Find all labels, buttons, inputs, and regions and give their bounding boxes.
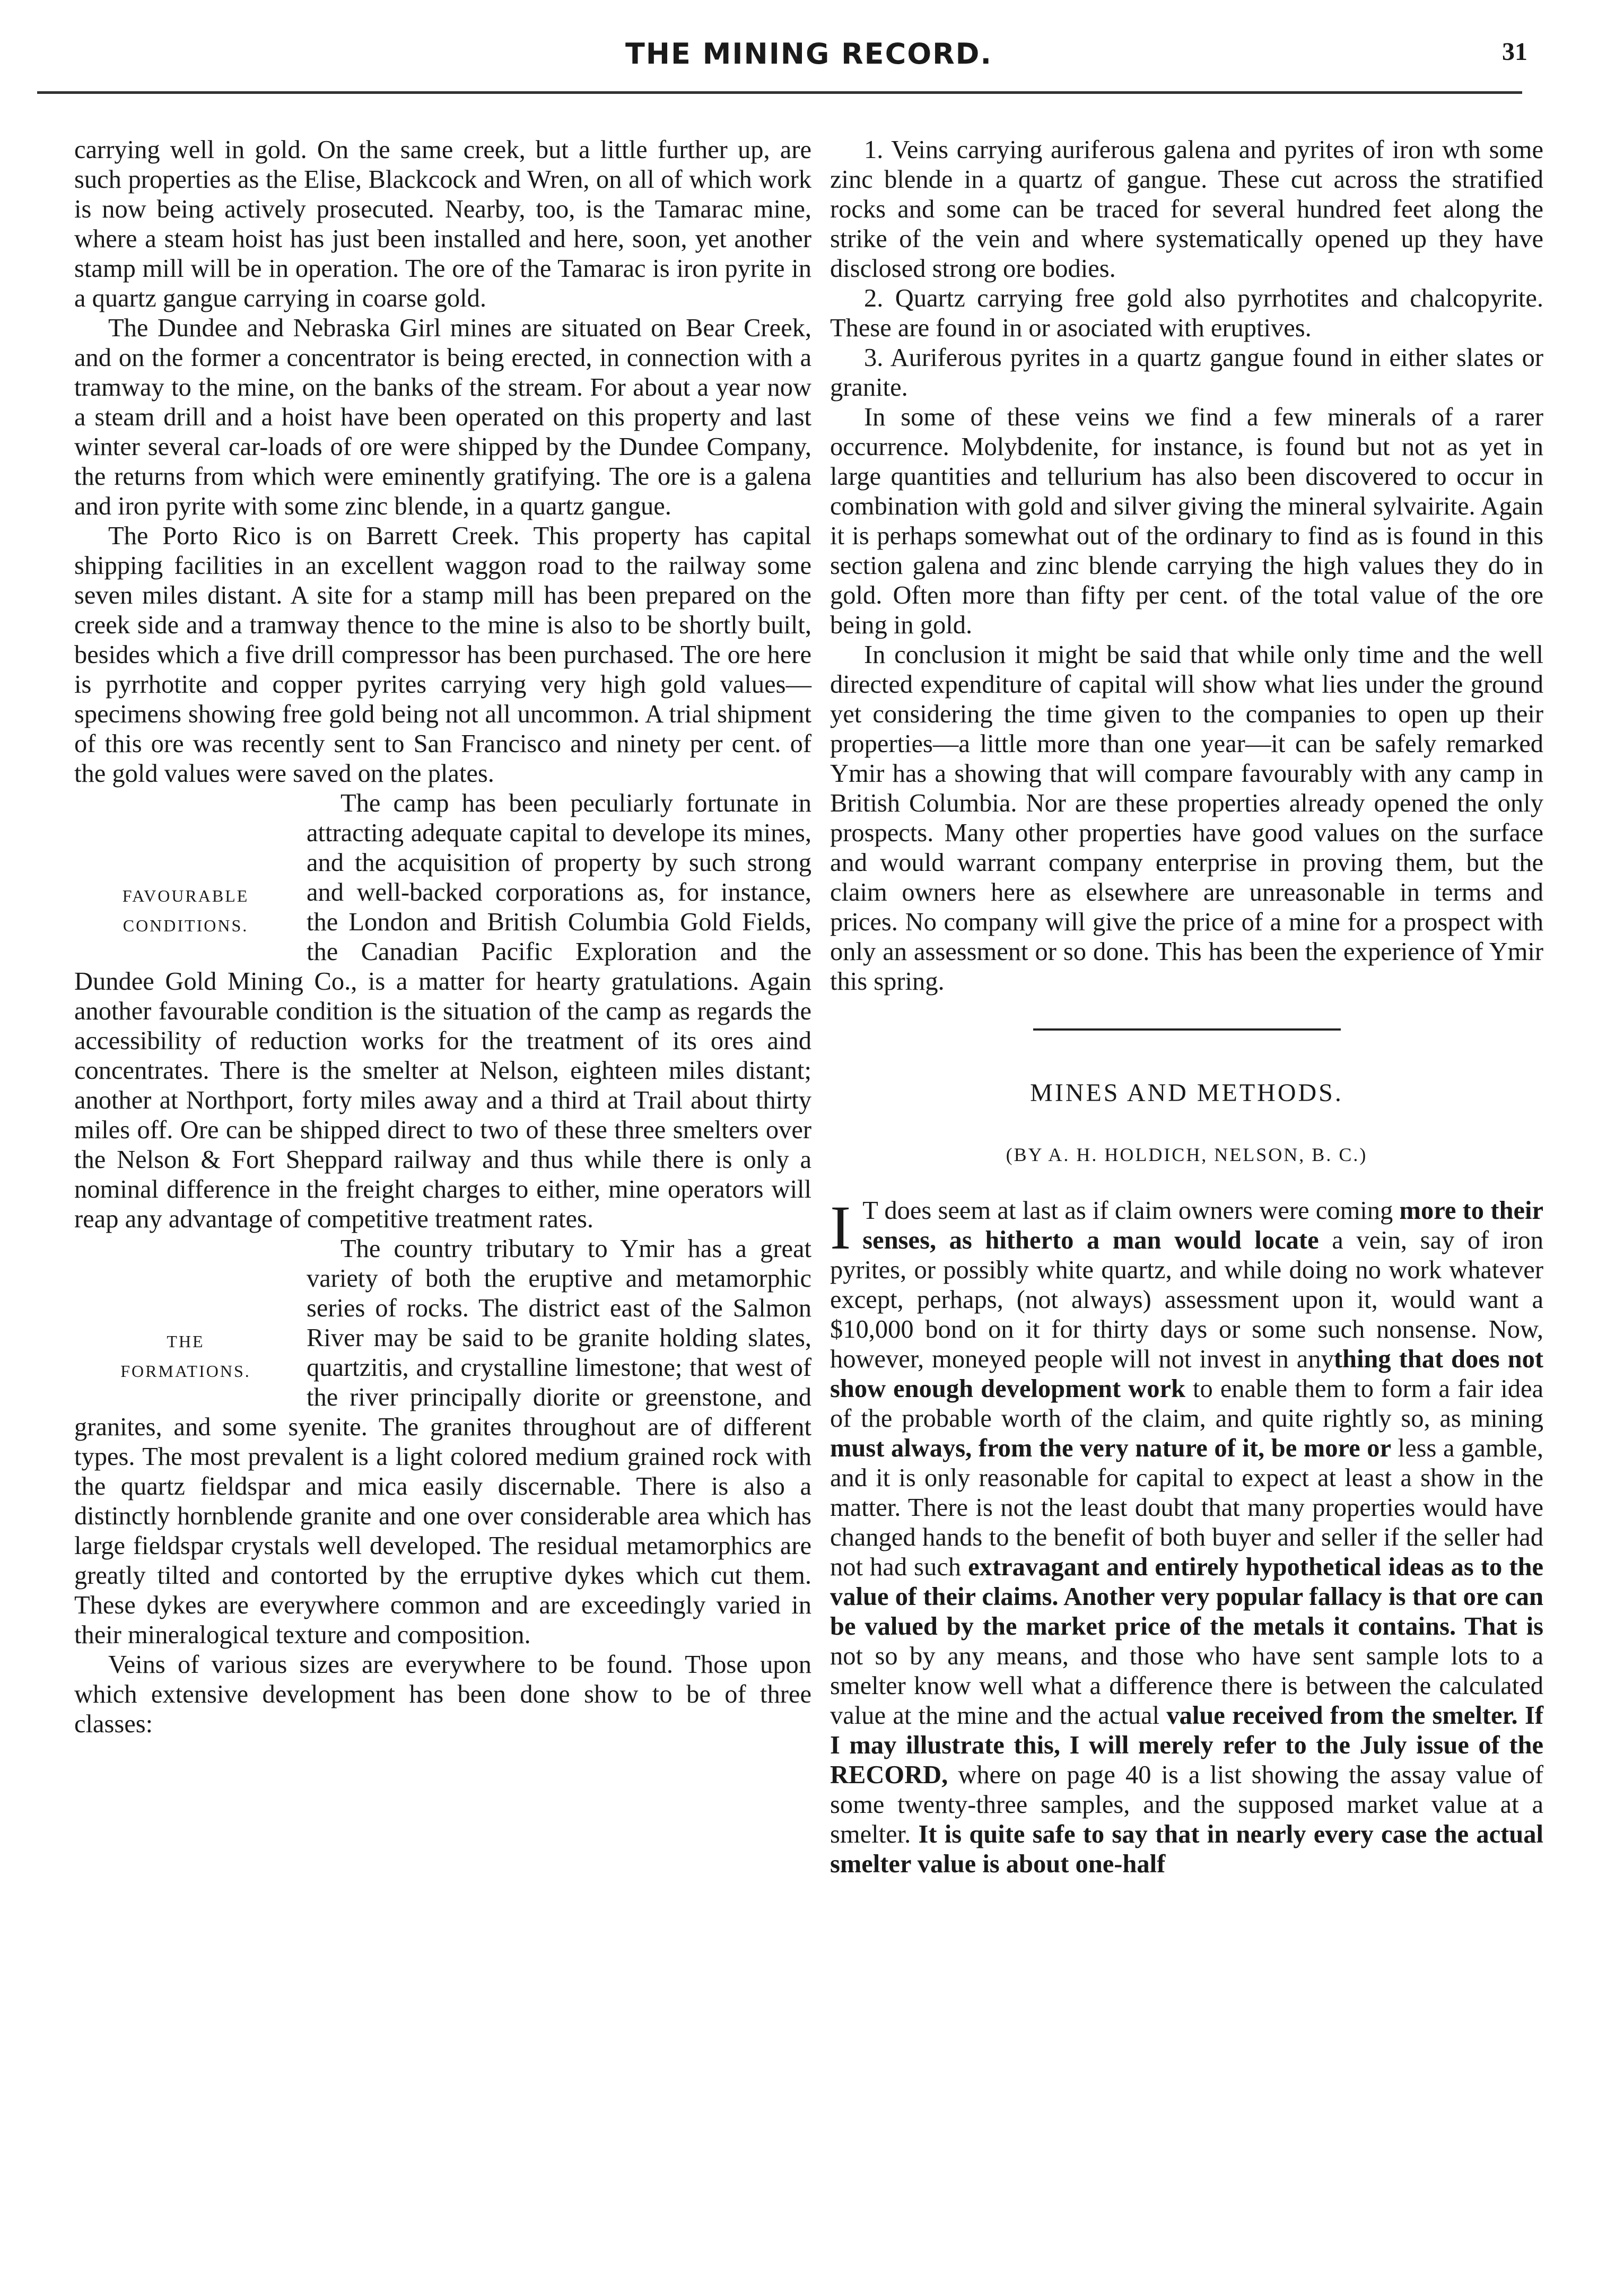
text-run: to enable them to form a fair idea of the probable worth of the claim, and quite rightly so, as mining xyxy=(830,1375,1544,1433)
paragraph: In some of these veins we find a few minerals of a rarer occurrence. Molybdenite, for instance, is found but not as yet in large quantities and tellurium has also been discovered to occur in combination with gold and silver giving the mineral sylvairite. Again it is perhaps somewhat out of the ordinary to find as is found in this section galena and zinc blende carrying the high values they do in gold. Often more than fifty per cent. of the total value of the ore being in gold. xyxy=(830,403,1543,639)
paragraph-with-sidenote xyxy=(74,1234,811,1650)
paragraph: carrying well in gold. On the same creek, but a little further up, are such properties as the Elise, Blackcock and Wren, on all of which work is now being actively prosecuted. Nearby, too, is the Tamarac mine, where a steam hoist has just been installed and here, soon, yet another stamp mill will be in operation. The ore of the Tamarac is iron pyrite in a quartz gangue carrying in coarse gold. xyxy=(74,136,811,312)
text-run-bold: value received from the smelter. If I may illustrate this, I will merely refer to the July issue of the RECORD, xyxy=(830,1702,1543,1789)
drop-cap: I xyxy=(830,1193,851,1262)
article-paragraph xyxy=(830,1193,1544,1879)
section-title: MINES AND METHODS. xyxy=(1030,1079,1343,1107)
paragraph: In conclusion it might be said that while only time and the well directed expenditure of capital will show what lies under the ground yet considering the time given to the companies to open up their properties—a little more than one year—it can be safely remarked Ymir has a showing that will compare favourably with any camp in British Columbia. Nor are these properties already opened the only prospects. Many other properties have good values on the surface and would warrant company enterprise in proving them, but the claim owners here as elsewhere are unreasonable in terms and prices. No company will give the price of a mine for a prospect with only an assessment or so done. This has been the experience of Ymir this spring. xyxy=(830,641,1543,996)
paragraph: The camp has been peculiarly fortunate in attracting adequate capital to develope its mines, and the acquisition of property by such strong and well-backed corporations as, for instance, the London and British Columbia Gold Fields, the Canadian Pacific Exploration and the Dundee Gold Mining Co., is a matter for hearty gratulations. Again another favourable condition is the situation of the camp as regards the accessibility of reduction works for the treatment of its ores aind concentrates. There is the smelter at Nelson, eighteen miles distant; another at Northport, forty miles away and a third at Trail about thirty miles off. Ore can be shipped direct to two of these three smelters over the Nelson & Fort Sheppard railway and thus while there is only a nominal difference in the freight charges to either, mine operators will reap any advantage of competitive treatment rates. xyxy=(74,789,811,1233)
paragraph: The Dundee and Nebraska Girl mines are situated on Bear Creek, and on the former a concentrator is being erected, in connection with a tramway to the mine, on the banks of the stream. For about a year now a steam drill and a hoist have been operated on this property and last winter several car-loads of ore were shipped by the Dundee Company, the returns from which were eminently gratifying. The ore is a galena and iron pyrite with some zinc blende, in a quartz gangue. xyxy=(74,314,811,520)
header-rule xyxy=(37,91,1522,94)
list-item: 1. Veins carrying auriferous galena and pyrites of iron wth some zinc blende in a quartz of gangue. These cut across the stratified rocks and some can be traced for several hundred feet along the strike of the vein and where systematically opened up they have disclosed strong ore bodies. xyxy=(830,136,1543,283)
list-item: 3. Auriferous pyrites in a quartz gangue found in either slates or granite. xyxy=(830,344,1543,402)
sidenote-line: FAVOURABLE xyxy=(122,886,249,905)
journal-title: THE MINING RECORD. xyxy=(625,37,993,71)
text-run: a vein, say of iron pyrites, or possibly white quartz, and while doing no work whatever except, perhaps, (not always) assessment upon it, would want a $10,000 bond on it for thirty days or some such nonsense. Now, however, moneyed people will not invest in any xyxy=(830,1226,1543,1373)
text-run-bold: more to their senses, as hitherto a man would locate xyxy=(862,1197,1543,1254)
text-run: less a gamble, and it is only reasonable for capital to expect at least a show in the matter. There is not the least doubt that many properties would have changed hands to the benefit of both buyer and seller if the seller had not had such xyxy=(830,1434,1544,1581)
section-divider xyxy=(1033,1028,1341,1031)
paragraph-with-sidenote xyxy=(74,789,811,1234)
left-column xyxy=(74,135,811,1739)
sidenote-line: CONDITIONS. xyxy=(123,916,249,935)
list-item: 2. Quartz carrying free gold also pyrrhotites and chalcopyrite. These are found in or asociated with eruptives. xyxy=(830,284,1543,342)
text-run-bold: thing that does not show enough development work xyxy=(830,1345,1543,1403)
page-number: 31 xyxy=(1502,38,1527,66)
paragraph: Veins of various sizes are everywhere to be found. Those upon which extensive development has been done show to be of three classes: xyxy=(74,1651,811,1738)
text-run-bold: extravagant and entirely hypothetical ideas as to the value of their claims. Another very popular fallacy is that ore can be valued by the market price of the metals it contains. That is xyxy=(830,1553,1543,1641)
text-run-bold: It is quite safe to say that in nearly every case the actual smelter value is about one-half xyxy=(830,1820,1543,1878)
page-header xyxy=(32,37,1586,80)
text-run: not so by any means, and those who have sent sample lots to a smelter know well what a difference there is between the calculated value at the mine and the actual xyxy=(830,1642,1543,1730)
paragraph: The country tributary to Ymir has a great variety of both the eruptive and metamorphic series of rocks. The district east of the Salmon River may be said to be granite holding slates, quartzitis, and crystalline limestone; that west of the river principally diorite or greenstone, and granites, and some syenite. The granites throughout are of different types. The most prevalent is a light colored medium grained rock with the quartz fieldspar and mica easily discernable. There is also a distinctly hornblende granite and one over considerable area which has large fieldspar crystals well developed. The residual metamorphics are greatly tilted and contorted by the erruptive dykes which cut them. These dykes are everywhere common and are exceedingly varied in their mineralogical texture and composition. xyxy=(74,1235,811,1649)
paragraph: The Porto Rico is on Barrett Creek. This property has capital shipping facilities in an excellent waggon road to the railway some seven miles distant. A site for a stamp mill has been prepared on the creek side and a tramway thence to the mine is also to be shortly built, besides which a five drill compressor has been purchased. The ore here is pyrrhotite and copper pyrites carrying very high gold values—specimens showing free gold being not all uncommon. A trial shipment of this ore was recently sent to San Francisco and ninety per cent. of the gold values were saved on the plates. xyxy=(74,522,811,788)
text-run: T does seem at last as if claim owners were coming xyxy=(862,1197,1400,1225)
marginal-heading-favourable-conditions xyxy=(74,792,297,940)
sidenote-line: THE xyxy=(167,1332,205,1351)
byline: (BY A. H. HOLDICH, NELSON, B. C.) xyxy=(1006,1144,1368,1165)
marginal-heading-the-formations xyxy=(74,1237,297,1386)
text-run: where on page 40 is a list showing the assay value of some twenty-three samples, and the supposed market value at a smelter. xyxy=(830,1761,1543,1848)
text-run-bold: must always, from the very nature of it, be more or xyxy=(830,1434,1392,1462)
right-column xyxy=(830,135,1543,1879)
sidenote-line: FORMATIONS. xyxy=(120,1362,251,1381)
